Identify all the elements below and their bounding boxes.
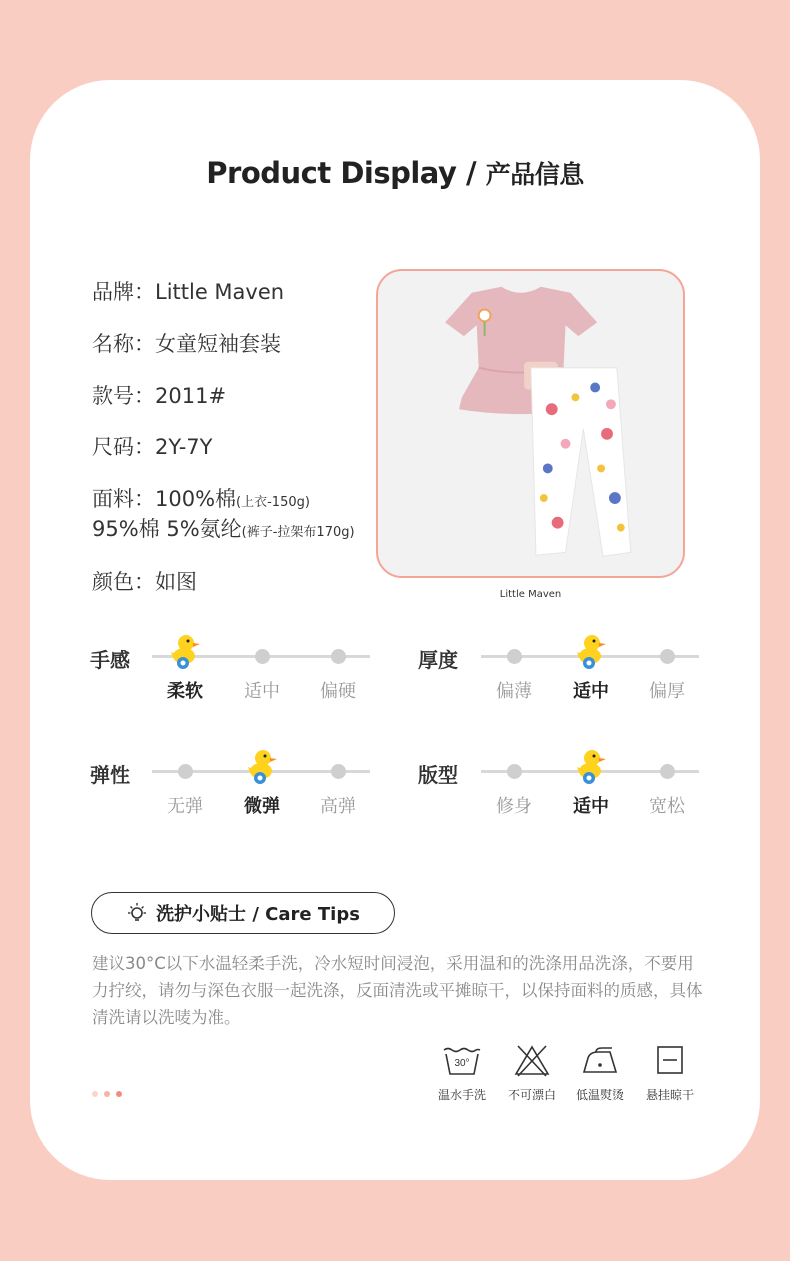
title-separator: / [456, 156, 486, 190]
spec-style [92, 380, 226, 410]
hang-dry-icon [650, 1044, 690, 1078]
title-en: Product Display [206, 156, 457, 190]
decor-dots [92, 1091, 122, 1097]
spec-color-label: 颜色： [92, 570, 155, 594]
rating-dot [331, 764, 346, 779]
floral-leggings [531, 368, 631, 557]
hand-wash-30-icon [442, 1044, 482, 1078]
wash-label-low-iron: 低温熨烫 [575, 1088, 624, 1102]
rating-option-hand-feel-2: 偏硬 [320, 681, 356, 702]
wash-symbol-no-bleach [500, 1044, 564, 1103]
rating-option-fit-2: 宽松 [649, 796, 685, 817]
care-tips-pill [91, 892, 395, 934]
rating-label-hand-feel: 手感 [90, 648, 130, 672]
low-iron-icon [580, 1044, 620, 1078]
rating-option-hand-feel-0: 柔软 [167, 681, 203, 702]
care-tips-label: 洗护小贴士 / Care Tips [156, 904, 360, 925]
rating-option-thickness-1: 适中 [573, 681, 609, 702]
rating-option-elasticity-0: 无弹 [167, 796, 203, 817]
spec-color [92, 566, 197, 596]
rating-label-fit: 版型 [418, 763, 458, 787]
duck-marker-icon [169, 632, 201, 670]
rating-option-hand-feel-1: 适中 [244, 681, 280, 702]
duck-marker-icon [246, 747, 278, 785]
wash-label-hang-dry: 悬挂晾干 [645, 1088, 694, 1102]
duck-marker-icon [575, 632, 607, 670]
wash-symbol-hand-wash [430, 1044, 494, 1103]
rating-dot [331, 649, 346, 664]
spec-color-value: 如图 [155, 570, 197, 594]
rating-dot [660, 764, 675, 779]
lightbulb-icon [126, 902, 148, 924]
rating-option-thickness-0: 偏薄 [496, 681, 532, 702]
no-bleach-icon [512, 1044, 552, 1078]
outfit-illustration [378, 271, 683, 576]
spec-brand-label: 品牌： [92, 280, 155, 304]
wash-label-no-bleach: 不可漂白 [507, 1088, 556, 1102]
title-zh: 产品信息 [485, 160, 584, 189]
wash-symbol-low-iron [568, 1044, 632, 1103]
rating-dot [660, 649, 675, 664]
rating-option-fit-1: 适中 [573, 796, 609, 817]
product-photo [376, 269, 685, 578]
rating-dot [255, 649, 270, 664]
spec-style-value: 2011# [155, 384, 227, 408]
spec-fabric-label: 面料： [92, 487, 155, 511]
spec-brand-value: Little Maven [155, 280, 285, 304]
duck-marker-icon [575, 747, 607, 785]
rating-dot [178, 764, 193, 779]
rating-option-fit-0: 修身 [496, 796, 532, 817]
spec-fabric-value2: 95%棉 5%氨纶 [92, 517, 242, 541]
photo-caption: Little Maven [499, 589, 562, 600]
rating-option-thickness-2: 偏厚 [649, 681, 685, 702]
rating-dot [507, 764, 522, 779]
spec-size-label: 尺码： [92, 435, 155, 459]
spec-name [92, 328, 281, 358]
spec-fabric-note: (上衣-150g) [236, 495, 310, 510]
wash-symbol-hang-dry [638, 1044, 702, 1103]
spec-brand [92, 276, 284, 306]
spec-fabric-line2 [92, 513, 355, 543]
rating-dot [507, 649, 522, 664]
rating-option-elasticity-2: 高弹 [320, 796, 356, 817]
spec-name-label: 名称： [92, 332, 155, 356]
page-title [0, 155, 790, 191]
wash-label-hand-wash: 温水手洗 [437, 1088, 486, 1102]
spec-name-value: 女童短袖套装 [155, 332, 281, 356]
spec-size [92, 431, 212, 461]
rating-label-elasticity: 弹性 [90, 763, 130, 787]
care-instructions: 建议30°C以下水温轻柔手洗，冷水短时间浸泡，采用温和的洗涤用品洗涤，不要用力拧绞，请勿与深色衣服一起洗涤，反面清洗或平摊晾干，以保持面料的质感，具体清洗请以洗唛为准。 [92, 954, 703, 1027]
spec-style-label: 款号： [92, 384, 155, 408]
spec-size-value: 2Y-7Y [155, 435, 213, 459]
wash-temp: 30° [454, 1058, 470, 1069]
spec-fabric [92, 483, 310, 513]
spec-fabric-value: 100%棉 [155, 487, 237, 511]
rating-label-thickness: 厚度 [418, 648, 458, 672]
spec-fabric-note2: (裤子-拉架布170g) [241, 525, 355, 540]
rating-option-elasticity-1: 微弹 [244, 796, 280, 817]
